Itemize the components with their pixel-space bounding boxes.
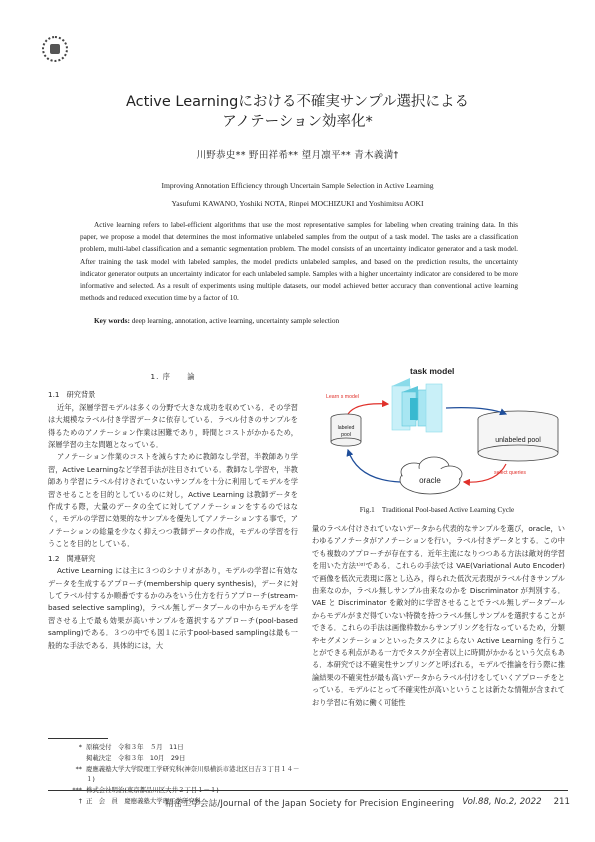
subsection-title-related-work: 1.2 関連研究 bbox=[48, 553, 96, 563]
task-model-icon bbox=[392, 378, 442, 432]
paper-title-line2: アノテーション効率化* bbox=[222, 114, 373, 130]
footnote-mark: † bbox=[78, 796, 82, 805]
footer-page-number: 211 bbox=[553, 797, 570, 807]
paragraph-background-2: アノテーション作業のコストを減らすために教師なし学習，半教師あり学習，Active Learningなど学習手法が注目されている．教師なし学習や，半教師あり学習にラベル付けされていないサンプルを十分に利用してモデルを学習させることを目的としているのに対し，Active Learning は教師データを作成する際，大量のデータの全てに対してアノテーションをするのではなく，モデルの学習に効果的なサンプルを優先してアノテーションする事で，アノテーションの総量を少なく抑えつつ教師データの作成，モデルの学習を行うことを目的としている． bbox=[48, 452, 298, 549]
paper-title-line1: Active Learningにおける不確実サンプル選択による bbox=[125, 94, 470, 110]
right-column bbox=[312, 523, 565, 709]
learns-model-arrow bbox=[348, 404, 388, 414]
footnote-divider bbox=[48, 738, 108, 739]
footnote-text: 原稿受付 令和３年 ５月 11日 bbox=[86, 743, 184, 751]
figure-label-pool: pool bbox=[341, 432, 351, 438]
authors-english: Yasufumi KAWANO, Yoshiki NOTA, Rinpei MOCHIZUKI and Yoshimitsu AOKI bbox=[171, 199, 424, 208]
select-queries-arrow bbox=[464, 464, 506, 482]
footnote-item bbox=[72, 764, 300, 786]
paragraph-related-work: Active Learning には主に３つのシナリオがあり，モデルの学習に有効なデータを生成するアプローチ(membership query synthesis)，データに対してラベル付するか順番でするかのみをいう仕方を行うアプローチ(stream-based selective sampling)，ラベル無しデータプールの中からモデルを学習させる上で最も効果が高いサンプルを選択するアプローチ(pool-based sampling)である．３つの中でも図１に示すpool-based samplingは最も一般的な手法である．具体的には，大 bbox=[48, 566, 298, 650]
footnote-mark: * bbox=[78, 743, 82, 751]
footnote-mark: *** bbox=[72, 786, 82, 795]
figure-label-labeled: labeled bbox=[337, 425, 355, 431]
footer-journal-name: 精密工学会誌/Journal of the Japan Society for Precision Engineering bbox=[165, 799, 455, 809]
footnote-item bbox=[72, 753, 300, 764]
keywords-text: deep learning, annotation, active learning, uncertainty sample selection bbox=[131, 316, 340, 325]
keywords-label: Key words: bbox=[94, 316, 130, 325]
paragraph-background-1: 近年，深層学習モデルは多くの分野で大きな成功を収めている．その学習は大規模なラベル付き学習データに依存している．ラベル付きのサンプルを得るためのアノテーション作業は困難であり，時間とコストがかかるため，深層学習の主な問題となっている． bbox=[48, 402, 298, 450]
footnote-mark: ** bbox=[75, 764, 82, 773]
paragraph-right-column: 量のラベル付けされていないデータから代表的なサンプルを選び，oracle，いわゆるアノテータがアノテーションを行い，ラベル付きデータとする．この中でも複数のアプローチが存在する．近年主流になりつつある方法は敵対的学習を用いた方法¹⁾²⁾である．これらの手法では VAE(Variational Auto Encoder)で画像を低次元表現に落とし込み，得られた低次元表現がラベル付きサンプル由来なのか，ラベル無しサンプル由来なのかを Discriminator が判別する．VAE と Discriminator を敵対的に学習させることでラベル無しデータプールからモデルがまだ得ていない特徴を持つラベル無しサンプルを選択することができる．これらの手法は画像枠数からサンプリングを行なっているため，分類やセグメンテーションといったタスクによらない Active Learning を行うことができる利点がある一方でタスクが全者以上に時間がかかるという欠点もある．本研究では不確実性サンプリングと呼ばれる，モデルで推論を行う際に推論結果の不確実性が最も高いデータからラベル付けをしていくアプローチをとっている．モデルにとって不確実性が高いということは新たな情報が含まれており学習に有効に働く可能性 bbox=[312, 524, 565, 707]
figure-active-learning-cycle bbox=[306, 356, 568, 504]
left-column bbox=[48, 371, 298, 652]
figure-label-task-model: task model bbox=[410, 366, 455, 376]
footnote-text: 株式会社明治(東京都品川区大井２丁目１－１) bbox=[86, 786, 219, 795]
authors-japanese: 川野恭史** 野田祥希** 望月凛平** 青木義満† bbox=[196, 150, 399, 161]
section-title-introduction: 1. 序 論 bbox=[150, 372, 196, 381]
figure-label-learns-model: Learn s model bbox=[326, 394, 359, 400]
footnote-text: 慶應義塾大学大学院理工学研究科(神奈川県横浜市港北区日吉３丁目１４－１) bbox=[86, 764, 300, 784]
footnote-text: 掲載決定 令和３年 10月 29日 bbox=[86, 753, 186, 762]
annotate-arrow bbox=[348, 450, 400, 482]
paper-title-english: Improving Annotation Efficiency through Uncertain Sample Selection in Active Learning bbox=[161, 181, 434, 190]
figure-label-unlabeled-pool: unlabeled pool bbox=[495, 437, 541, 444]
subsection-title-background: 1.1 研究背景 bbox=[48, 390, 96, 400]
journal-seal-center-icon bbox=[50, 44, 60, 54]
abstract: Active learning refers to label-efficient algorithms that use the most representative samples for labeling when creating training data. In this paper, we propose a model that determines the most informative unlabeled samples from the output of a task model. The tasks are a classification problem, multi-label classification and a semantic segmentation problem. The model consists of an uncertainty indicator generator and a task model. After training the task model with labeled samples, the model predicts unlabeled samples, and based on the prediction results, the uncertainty indicator generator outputs an uncertainty indicator for each unlabeled sample. Samples with a higher uncertainty indicator are considered to be more informative and selected. As a result of experiments using multiple datasets, our model achieved better accuracy than conventional active learning methods and reduced execution time by a factor of 10. bbox=[80, 220, 518, 303]
unlabeled-pool-icon bbox=[478, 411, 558, 461]
keywords bbox=[94, 316, 514, 325]
figure-label-select-queries: select queries bbox=[494, 470, 527, 476]
footnote-text: 正 会 員 慶應義塾大学理工学研究科 bbox=[86, 796, 202, 805]
figure-caption: Fig.1 Traditional Pool-based Active Learning Cycle bbox=[359, 506, 515, 514]
page-footer bbox=[48, 797, 570, 809]
footnote-mark bbox=[72, 753, 86, 764]
footnote-item bbox=[72, 742, 300, 753]
footer-volume: Vol.88, No.2, 2022 bbox=[462, 797, 542, 807]
footer-divider bbox=[48, 790, 568, 791]
figure-label-oracle: oracle bbox=[419, 476, 441, 485]
paper-title bbox=[0, 92, 595, 132]
